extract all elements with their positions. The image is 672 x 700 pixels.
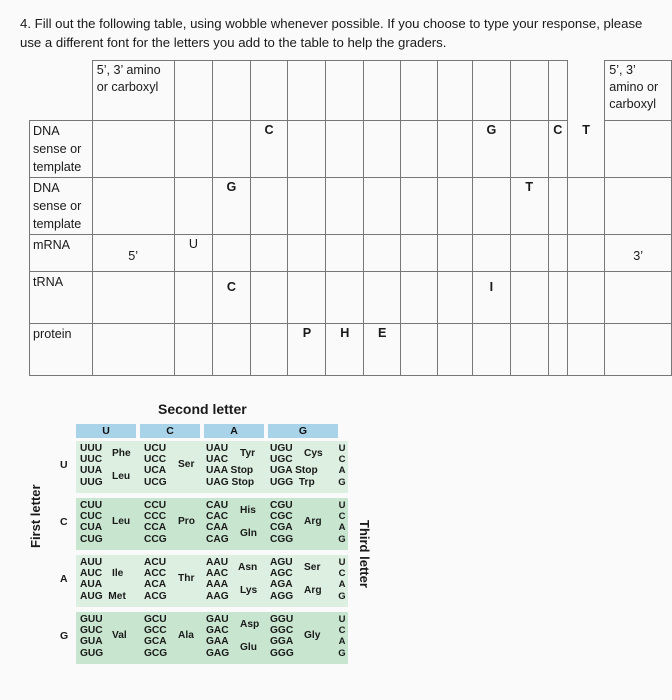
amino-label: Phe bbox=[112, 448, 131, 459]
cell-dna1-g[interactable]: G bbox=[473, 121, 511, 178]
amino-label: Cys bbox=[304, 448, 323, 459]
amino-label: Lys bbox=[240, 585, 258, 596]
amino-label: Asn bbox=[238, 562, 258, 573]
third-letters: U C A G bbox=[338, 500, 346, 545]
amino-label: Arg bbox=[304, 585, 322, 596]
left-end-header[interactable]: 5’, 3’ amino or carboxyl bbox=[92, 61, 174, 121]
amino-label: Glu bbox=[240, 642, 257, 653]
row-label-protein: protein bbox=[30, 324, 93, 376]
third-letter-label: Third letter bbox=[357, 520, 372, 588]
codon-block: CUU CUC CUA CUG bbox=[80, 500, 103, 545]
cell-protein-e[interactable]: E bbox=[364, 324, 401, 376]
genetic-code-table bbox=[54, 401, 364, 671]
mrna-3prime[interactable]: 3’ bbox=[605, 235, 672, 272]
first-letter-c: C bbox=[60, 516, 68, 528]
codon-block: AAU AAC AAA AAG bbox=[206, 557, 229, 602]
first-letter-a: A bbox=[60, 573, 68, 585]
codon-block: CAU CAC CAA CAG bbox=[206, 500, 229, 545]
cell-dna1-t[interactable]: T bbox=[567, 121, 604, 178]
first-letter-g: G bbox=[60, 630, 69, 642]
second-letter-title: Second letter bbox=[158, 401, 247, 417]
cell-protein-h[interactable]: H bbox=[326, 324, 364, 376]
cell-trna-i[interactable]: I bbox=[473, 272, 511, 324]
cell-trna-c[interactable]: C bbox=[213, 272, 251, 324]
row-label-dna-2: DNA sense or template bbox=[30, 178, 93, 235]
amino-label: Ser bbox=[304, 562, 321, 573]
amino-label: Gly bbox=[304, 630, 321, 641]
mrna-5prime[interactable]: 5’ bbox=[92, 235, 174, 272]
second-letter-u: U bbox=[76, 424, 136, 438]
amino-label: Gln bbox=[240, 528, 257, 539]
amino-label: Leu bbox=[112, 471, 131, 482]
first-letter-u: U bbox=[60, 459, 68, 471]
amino-label: Ile bbox=[112, 568, 124, 579]
first-letter-label: First letter bbox=[28, 484, 43, 548]
third-letters: U C A G bbox=[338, 443, 346, 488]
amino-label: Thr bbox=[178, 573, 195, 584]
third-letters: U C A G bbox=[338, 614, 346, 659]
codon-block: ACU ACC ACA ACG bbox=[144, 557, 167, 602]
cell-protein-p[interactable]: P bbox=[288, 324, 326, 376]
question-text: 4. Fill out the following table, using wobble whenever possible. If you choose to type your response, please use a different font for the letters you add to the table to help the graders. bbox=[20, 16, 643, 50]
codon-block: CGU CGC CGA CGG bbox=[270, 500, 294, 545]
codon-block: GUU GUC GUA GUG bbox=[80, 614, 104, 659]
third-letters: U C A G bbox=[338, 557, 346, 602]
codon-block: GGU GGC GGA GGG bbox=[270, 614, 294, 659]
codon-block: AGU AGC AGA AGG bbox=[270, 557, 294, 602]
amino-label: Leu bbox=[112, 516, 131, 527]
amino-label: Pro bbox=[178, 516, 195, 527]
codon-block: GCU GCC GCA GCG bbox=[144, 614, 168, 659]
amino-label: Asp bbox=[240, 619, 260, 630]
amino-label: His bbox=[240, 505, 256, 516]
amino-label: Arg bbox=[304, 516, 322, 527]
amino-label: Val bbox=[112, 630, 127, 641]
codon-block: CCU CCC CCA CCG bbox=[144, 500, 167, 545]
cell-dna2-g[interactable]: G bbox=[213, 178, 251, 235]
codon-block: UUU UUC UUA UUG bbox=[80, 443, 103, 488]
codon-block: UAU UAC UAA Stop UAG Stop bbox=[206, 443, 255, 488]
codon-block: UCU UCC UCA UCG bbox=[144, 443, 167, 488]
second-letter-g: G bbox=[268, 424, 338, 438]
amino-label: Ser bbox=[178, 459, 195, 470]
cell-mrna-u[interactable]: U bbox=[174, 235, 212, 272]
second-letter-a: A bbox=[204, 424, 264, 438]
second-letter-c: C bbox=[140, 424, 200, 438]
row-label-mrna: mRNA bbox=[30, 235, 93, 272]
codon-block: AUU AUC AUA AUG Met bbox=[80, 557, 126, 602]
cell-dna1-c2[interactable]: C bbox=[548, 121, 567, 178]
amino-label: Ala bbox=[178, 630, 194, 641]
row-label-trna: tRNA bbox=[30, 272, 93, 324]
right-end-header[interactable]: 5’, 3’ amino or carboxyl bbox=[605, 61, 672, 121]
row-label-dna-1: DNA sense or template bbox=[30, 121, 93, 178]
fill-in-table bbox=[29, 60, 672, 376]
amino-label: Tyr bbox=[240, 448, 256, 459]
cell-dna2-t[interactable]: T bbox=[510, 178, 548, 235]
cell-dna1-c[interactable]: C bbox=[250, 121, 288, 178]
codon-block: UGU UGC UGA Stop UGG Trp bbox=[270, 443, 318, 488]
codon-block: GAU GAC GAA GAG bbox=[206, 614, 230, 659]
